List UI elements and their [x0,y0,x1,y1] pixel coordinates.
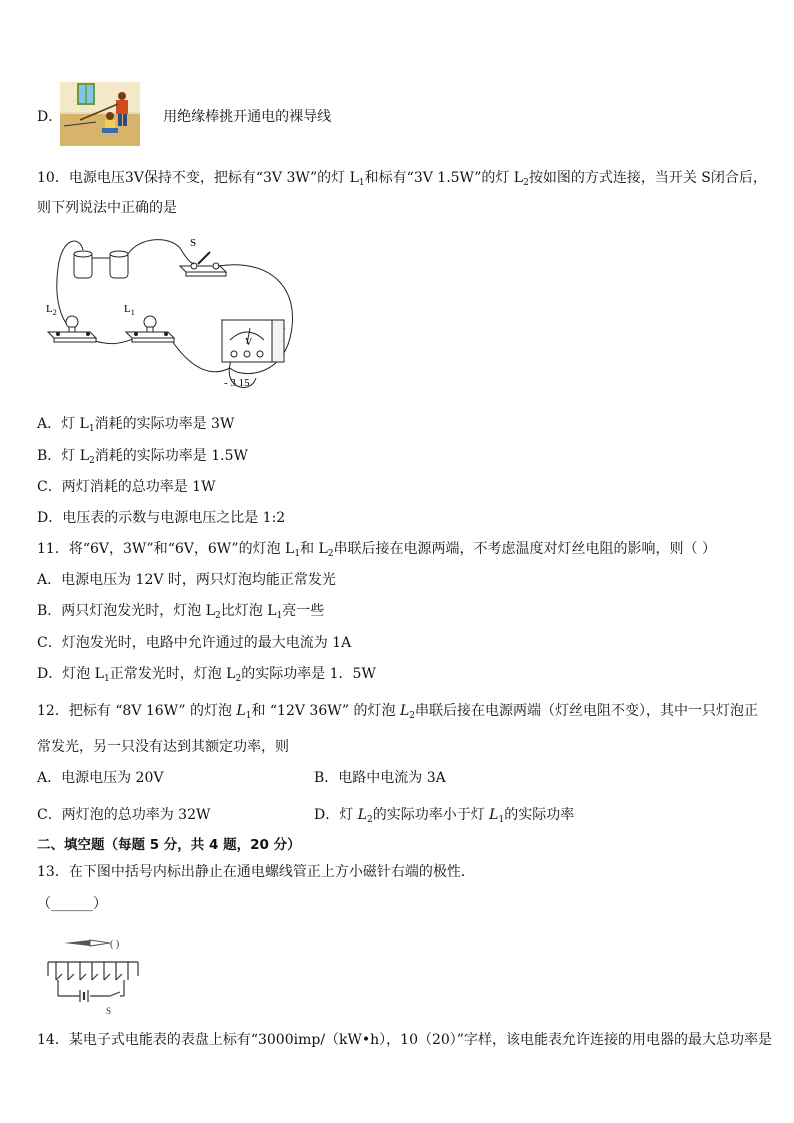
q14-stem [37,1030,772,1050]
solenoid-coil [48,962,138,996]
option-label: D． [37,109,63,125]
q10-stem-line2 [37,198,177,218]
subscript: 2 [409,711,415,721]
option-text: A．电源电压为 20V [37,770,164,786]
option-text: D．灯 [314,807,354,823]
italic-symbol: L [236,703,246,719]
stem-text: 串联后接在电源两端（灯丝电阻不变），其中一只灯泡正 [415,703,758,719]
q13-solenoid-diagram [44,934,154,1018]
lamp-l1-icon [126,316,174,342]
option-text: 亮一些 [282,603,325,619]
option-text: 消耗的实际功率是 3W [94,416,235,432]
q10-option-b [37,446,248,471]
q13-stem [37,862,475,882]
section-heading-fill-in [37,835,301,855]
q12-stem-line2 [37,737,289,757]
switch-icon [180,252,226,276]
meter-terminals-label: - 3 15 [224,377,250,389]
q9-option-d [37,107,331,127]
option-text: 正常发光时，灯泡 L [109,666,236,682]
q12-option-d [314,805,574,830]
stem-text: 13．在下图中括号内标出静止在通电螺线管正上方小磁针右端的极性． [37,864,475,880]
stem-text: 和 L [300,541,328,557]
stem-text: 则下列说法中正确的是 [37,200,177,216]
option-text: C．灯泡发光时，电路中允许通过的最大电流为 1A [37,635,352,651]
q13-answer-blank [37,894,107,914]
section-title: 二、填空题（每题 5 分，共 4 题，20 分） [37,837,301,853]
subscript: 2 [366,815,373,825]
subscript: 2 [523,178,529,188]
option-text: 比灯泡 L [220,603,277,619]
stem-text: 按如图的方式连接，当开关 S闭合后， [528,170,767,186]
needle-paren: ( ) [110,939,120,950]
subscript: 1 [358,178,365,188]
subscript: 1 [103,674,110,684]
option-text: D．电压表的示数与电源电压之比是 1:2 [37,510,286,526]
subscript: 2 [327,549,334,559]
q10-option-c [37,477,215,497]
battery-icon [74,251,128,278]
q10-stem [37,168,767,193]
q12-stem [37,701,758,726]
option-text: 的实际功率 [504,807,575,823]
lamp-l2-icon [48,316,96,342]
subscript: 2 [89,456,95,466]
stem-text: 常发光，另一只没有达到其额定功率，则 [37,739,289,755]
option-text: C．两灯泡的总功率为 32W [37,807,211,823]
subscript: 1 [498,815,505,825]
option-text: C．两灯消耗的总功率是 1W [37,479,216,495]
stem-text: 11．将“6V，3W”和“6V，6W”的灯泡 L [37,541,295,557]
option-text: 的实际功率小于灯 [372,807,485,823]
answer-blank: （______） [37,896,107,912]
subscript: 1 [245,711,252,721]
q10-option-d [37,508,285,528]
subscript: 2 [215,611,221,621]
q10-circuit-diagram [40,228,300,400]
q12-option-a [37,768,164,788]
option-text: 用绝缘棒挑开通电的裸导线 [163,109,332,125]
subscript: 1 [276,611,283,621]
subscript: 1 [294,549,301,559]
l1-label: $L_1$ [124,303,135,317]
switch-label: S [190,237,197,249]
l2-label: $L_2$ [46,303,57,317]
stem-text: 12．把标有 “8V 16W” 的灯泡 [37,703,232,719]
stem-text: 和 “12V 36W” 的灯泡 [251,703,396,719]
italic-symbol: L [489,807,499,823]
option-text: B．灯 L [37,448,90,464]
battery-icon [80,990,88,1002]
italic-symbol: L [399,703,410,719]
option-text: D．灯泡 L [37,666,104,682]
q11-stem [37,539,716,564]
stem-text: 和标有“3V 1.5W”的灯 L [364,170,524,186]
stem-text: 10．电源电压3V保持不变，把标有“3V 3W”的灯 L [37,170,359,186]
option-text: 消耗的实际功率是 1.5W [94,448,248,464]
meter-letter: V [245,337,253,348]
option-text: A．灯 L [37,416,89,432]
q11-option-b [37,601,324,626]
q10-option-a [37,414,234,439]
subscript: 2 [235,674,242,684]
q12-option-c [37,805,210,825]
q11-option-c [37,633,351,653]
q11-option-a [37,570,336,590]
stem-text: 串联后接在电源两端，不考虑温度对灯丝电阻的影响，则（ ） [333,541,717,557]
q11-option-d [37,664,376,689]
voltmeter-icon [222,320,284,362]
italic-symbol: L [357,807,367,823]
option-text: B．两只灯泡发光时，灯泡 L [37,603,216,619]
stem-text: 14．某电子式电能表的表盘上标有“3000imp/（kW•h），10（20）”字样，该电能表允许连接的用电器的最大总功率是 [37,1032,772,1048]
option-text: A．电源电压为 12V 时，两只灯泡均能正常发光 [37,572,336,588]
q12-option-b [314,768,446,788]
subscript: 1 [88,424,95,434]
option-text: B．电路中电流为 3A [314,770,446,786]
option-text: 的实际功率是 1．5W [241,666,376,682]
switch-label: S [106,1006,112,1016]
compass-needle-icon [64,940,110,946]
